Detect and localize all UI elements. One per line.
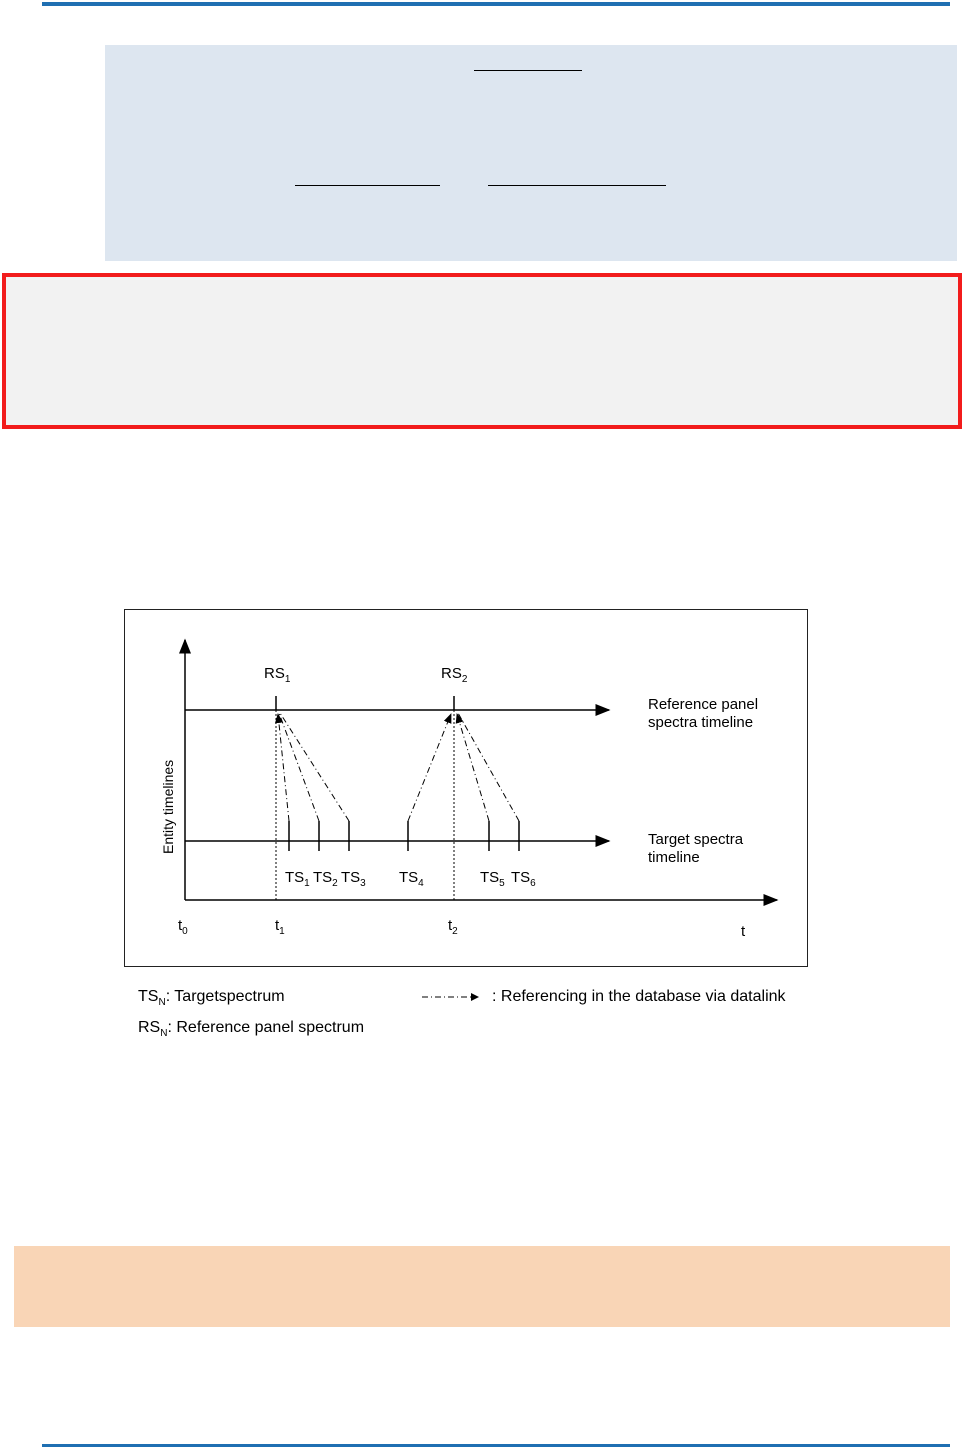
ts3-label: $TS_3$ — [341, 869, 366, 889]
footer-rule — [42, 1444, 950, 1447]
link-underline[interactable] — [474, 70, 582, 71]
ts1-label: $TS_1$ — [285, 869, 310, 889]
legend-datalink: : Referencing in the database via datalink — [420, 988, 786, 1006]
warning-panel — [2, 273, 962, 429]
t-axis-end-label: t — [741, 923, 746, 940]
legend-rs: $RS_N$: Reference panel spectrum — [138, 1019, 365, 1040]
info-panel — [105, 45, 957, 261]
reference-timeline-label-1: Reference panel — [648, 696, 759, 713]
timeline-diagram — [125, 610, 807, 966]
timeline-figure — [124, 609, 808, 967]
link-underline[interactable] — [295, 185, 440, 186]
target-timeline-label-1: Target spectra — [648, 831, 744, 848]
ts2-label: $TS_2$ — [313, 869, 338, 889]
ts4-label: $TS_4$ — [399, 869, 424, 889]
link-underline[interactable] — [488, 185, 666, 186]
t0-label: $t_0$ — [178, 917, 188, 937]
rs1-label: $RS_1$ — [264, 665, 291, 685]
note-panel — [14, 1246, 950, 1327]
legend-ts: $TS_N$: Targetspectrum — [138, 988, 285, 1009]
ts6-label: $TS_6$ — [511, 869, 536, 889]
t1-label: $t_1$ — [275, 917, 285, 937]
t2-label: $t_2$ — [448, 917, 458, 937]
datalink-lines — [278, 713, 519, 821]
header-rule — [42, 2, 950, 6]
dash-dot-arrow-icon — [420, 991, 486, 1003]
reference-timeline-label-2: spectra timeline — [648, 714, 754, 731]
y-axis-label: Entity timelines — [160, 759, 176, 854]
target-timeline-label-2: timeline — [648, 849, 700, 866]
ts5-label: $TS_5$ — [480, 869, 505, 889]
rs2-label: $RS_2$ — [441, 665, 468, 685]
